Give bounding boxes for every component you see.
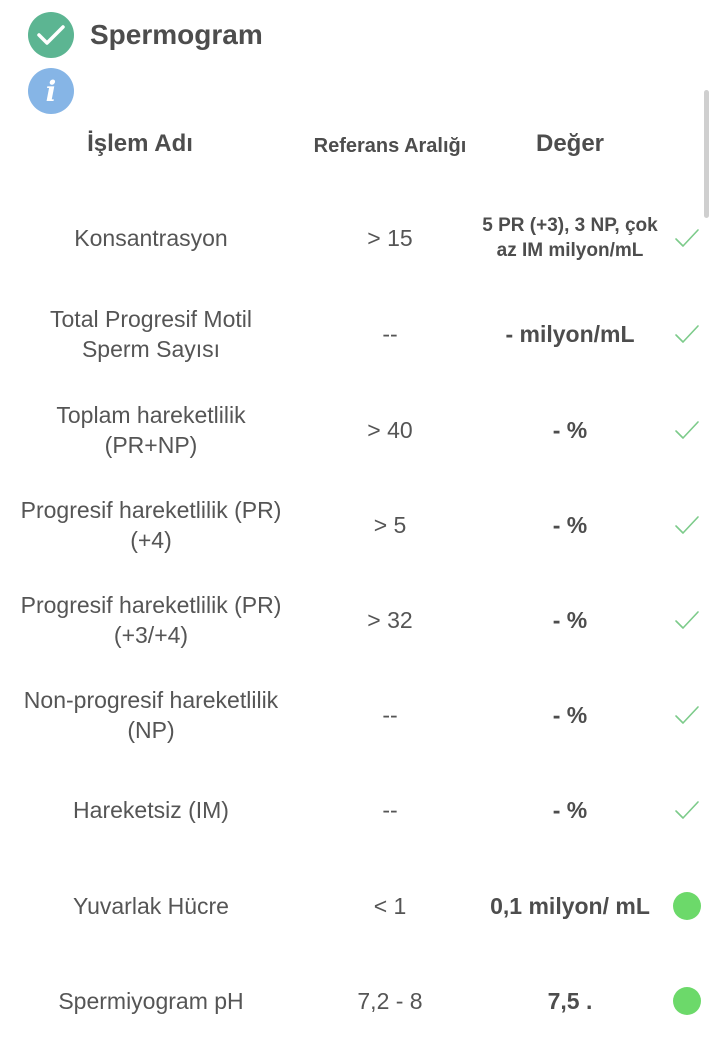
section-title: Spermogram [90,19,263,50]
check-icon [664,383,710,477]
test-name: Total Progresif Motil Sperm Sayısı [50,306,252,362]
reference-range: -- [382,320,398,347]
table-row [0,668,716,762]
check-icon [664,287,710,381]
test-name: Toplam hareketlilik (PR+NP) [56,402,246,458]
result-value: - % [552,417,588,443]
table-row [0,383,716,477]
reference-range: -- [382,701,398,728]
result-value: - % [552,702,588,728]
info-icon[interactable]: i [28,68,74,114]
test-name: Non-progresif hareketlilik (NP) [23,687,279,743]
table-row [0,191,716,285]
check-icon [664,191,710,285]
test-name: Yuvarlak Hücre [73,893,229,919]
green-dot-icon [664,954,710,1048]
reference-range: < 1 [373,892,407,919]
result-value: 0,1 milyon/ mL [490,893,650,919]
section-header [28,12,263,58]
table-row [0,763,716,857]
result-value: 7,5 . [547,988,593,1014]
test-name: Hareketsiz (IM) [73,797,229,823]
test-name: Progresif hareketlilik (PR) (+4) [20,497,282,553]
reference-range: 7,2 - 8 [357,987,423,1014]
column-header-reference: Referans Aralığı [313,135,467,157]
table-row [0,573,716,667]
reference-range: -- [382,796,398,823]
reference-range: > 5 [373,511,407,538]
table-row [0,287,716,381]
reference-range: > 32 [367,606,413,633]
completed-check-icon [28,12,74,58]
result-value: 5 PR (+3), 3 NP, çok az IM milyon/mL [482,215,658,261]
table-row [0,859,716,953]
check-icon [664,668,710,762]
test-name: Konsantrasyon [74,225,228,251]
check-icon [664,478,710,572]
result-value: - % [552,607,588,633]
column-header-value: Değer [535,130,605,157]
table-row [0,478,716,572]
green-dot-icon [664,859,710,953]
result-value: - % [552,797,588,823]
test-name: Spermiyogram pH [58,988,244,1014]
check-icon [664,573,710,667]
reference-range: > 40 [367,416,413,443]
result-value: - milyon/mL [505,321,635,347]
reference-range: > 15 [367,224,413,251]
result-value: - % [552,512,588,538]
test-name: Progresif hareketlilik (PR) (+3/+4) [20,592,282,648]
check-icon [664,763,710,857]
column-header-name: İşlem Adı [87,130,193,157]
table-row [0,954,716,1048]
